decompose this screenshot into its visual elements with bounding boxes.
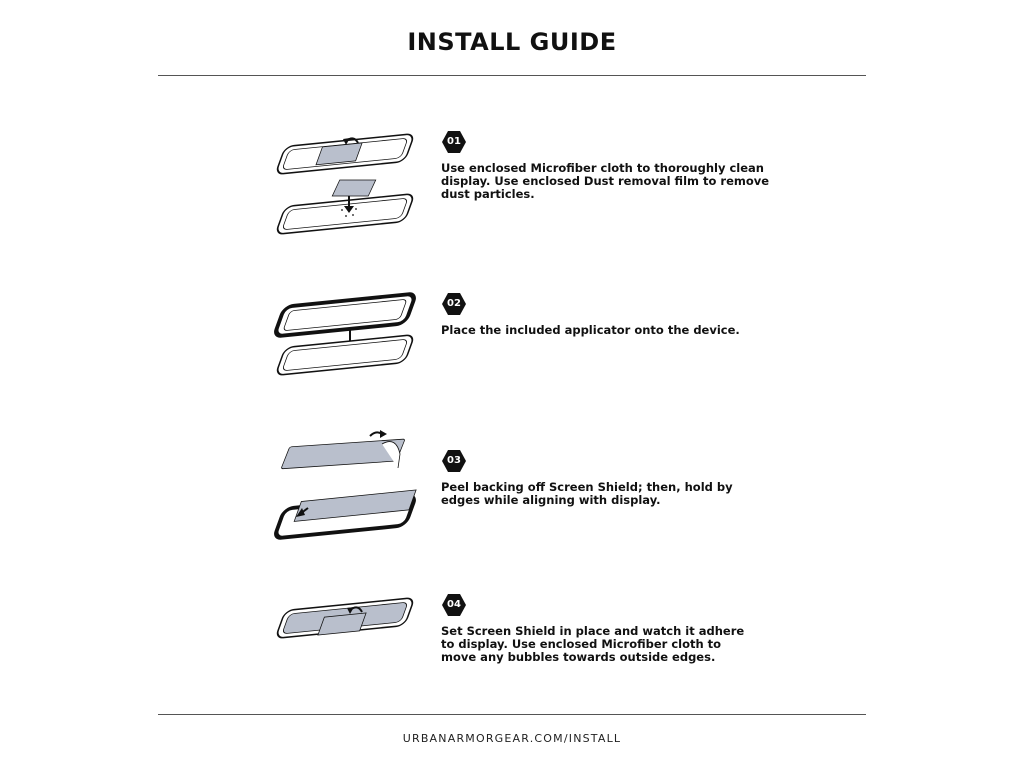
step-1-illustration bbox=[270, 122, 420, 252]
phone-icon bbox=[275, 194, 414, 235]
step-4 bbox=[441, 593, 771, 664]
step-2 bbox=[441, 292, 771, 337]
step-2-illustration bbox=[270, 285, 420, 415]
step-3 bbox=[441, 449, 771, 507]
top-divider bbox=[158, 75, 866, 76]
applicator-icon bbox=[274, 293, 416, 336]
step-number-badge: 04 bbox=[441, 593, 467, 617]
step-description: Peel backing off Screen Shield; then, hold by edges while aligning with display. bbox=[441, 480, 733, 507]
step-4-illustration bbox=[270, 578, 420, 708]
step-number-badge: 03 bbox=[441, 449, 467, 473]
bottom-divider bbox=[158, 714, 866, 715]
phone-icon bbox=[275, 335, 414, 376]
step-description: Set Screen Shield in place and watch it adhere to display. Use enclosed Microfiber cloth to move any bubbles towards outside edges. bbox=[441, 624, 745, 664]
step-number-badge: 01 bbox=[441, 130, 467, 154]
step-description: Use enclosed Microfiber cloth to thoroughly clean display. Use enclosed Dust removal film to remove dust particles. bbox=[441, 161, 770, 201]
step-1 bbox=[441, 130, 771, 201]
page-title: INSTALL GUIDE bbox=[407, 28, 617, 56]
step-number-badge: 02 bbox=[441, 292, 467, 316]
dust-removal-film-icon bbox=[332, 180, 375, 196]
step-description: Place the included applicator onto the device. bbox=[441, 323, 740, 337]
step-3-illustration bbox=[270, 422, 420, 552]
install-url-link[interactable]: URBANARMORGEAR.COM/INSTALL bbox=[402, 732, 622, 745]
